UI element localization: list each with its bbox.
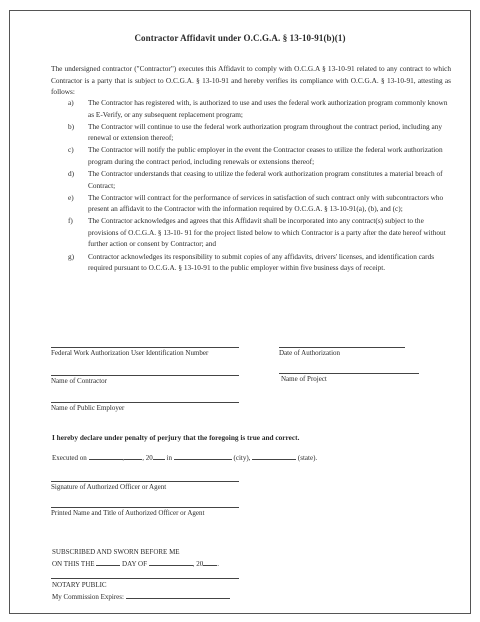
contractor-name-label: Name of Contractor — [51, 377, 107, 385]
notary-signature-line[interactable] — [51, 578, 239, 579]
attestation-item — [68, 168, 448, 191]
perjury-declaration: I hereby declare under penalty of perjury that the foregoing is true and correct. — [52, 433, 300, 442]
project-name-line[interactable] — [279, 373, 419, 374]
sworn-block — [52, 548, 219, 569]
employer-name-label: Name of Public Employer — [51, 404, 125, 412]
contractor-name-line[interactable] — [51, 375, 239, 376]
executed-city-blank[interactable] — [174, 452, 232, 460]
executed-comma: , — [122, 454, 125, 462]
item-letter: e) — [68, 192, 74, 202]
item-letter: f) — [68, 216, 73, 226]
attestation-item — [68, 215, 448, 250]
item-text: The Contractor acknowledges and agrees that this Affidavit shall be incorporated into any contract(s) subject to the provisions of O.C.G.A. § 13-10- 91 for the project listed below to which Contractor is a party after the date hereof without further action or consent by Contractor; and — [88, 216, 446, 249]
commission-expires-label: My Commission Expires: — [52, 592, 124, 601]
attestation-item — [68, 192, 448, 215]
document-title: Contractor Affidavit under O.C.G.A. § 13-10-91(b)(1) — [134, 33, 346, 43]
user-id-line[interactable] — [51, 347, 239, 348]
executed-prefix: Executed on — [52, 454, 87, 462]
printed-name-line[interactable] — [51, 507, 239, 508]
executed-state-label: (state). — [297, 454, 318, 462]
sworn-on-this: ON THIS THE — [52, 559, 95, 568]
attestation-list — [68, 97, 448, 274]
sworn-year-blank[interactable] — [203, 558, 217, 566]
executed-day-blank[interactable] — [124, 452, 142, 460]
executed-year-blank[interactable] — [153, 452, 165, 460]
project-name-label: Name of Project — [281, 375, 327, 383]
sworn-day-of: DAY OF — [122, 559, 147, 568]
commission-expires-line — [52, 591, 230, 603]
attestation-item — [68, 121, 448, 144]
sworn-heading: SUBSCRIBED AND SWORN BEFORE ME — [52, 548, 180, 556]
item-text: The Contractor has registered with, is authorized to use and uses the federal work authorization program commonly known as E-Verify, or any subsequent replacement program; — [88, 98, 448, 119]
executed-line — [52, 452, 317, 462]
sworn-period: . — [217, 559, 219, 568]
sworn-year-prefix: , 20 — [192, 559, 204, 568]
date-auth-label: Date of Authorization — [279, 349, 341, 357]
signature-line[interactable] — [51, 481, 239, 482]
user-id-label: Federal Work Authorization User Identification Number — [51, 349, 209, 357]
executed-month-blank[interactable] — [89, 452, 123, 460]
sworn-date-line — [52, 558, 219, 570]
executed-in: in — [166, 454, 172, 462]
commission-expires-blank[interactable] — [126, 591, 230, 599]
item-letter: d) — [68, 169, 75, 179]
item-text: The Contractor understands that ceasing to utilize the federal work authorization program constitutes a material breach of Contract; — [88, 169, 443, 190]
item-text: The Contractor will contract for the performance of services in satisfaction of such contract only with subcontractors who present an affidavit to the Contractor with the information required by O.C.G.A. § 13-10-91(a), (b), and (c); — [88, 192, 444, 214]
sworn-month-blank[interactable] — [149, 558, 193, 566]
date-auth-line[interactable] — [279, 347, 405, 348]
executed-state-blank[interactable] — [252, 452, 296, 460]
item-text: The Contractor will notify the public employer in the event the Contractor ceases to utilize the federal work authorization program during the contract period, including renewals or extensions thereof; — [88, 145, 443, 166]
affidavit-page — [9, 10, 471, 614]
attestation-item — [68, 97, 448, 120]
item-text: Contractor acknowledges its responsibility to submit copies of any affidavits, drivers' licenses, and identification cards required pursuant to O.C.G.A. § 13-10-91 to the public employer within five business days of receipt. — [88, 251, 435, 273]
executed-year-prefix: , 20 — [142, 454, 153, 462]
attestation-item — [68, 251, 448, 274]
item-text: The Contractor will continue to use the federal work authorization program throughout the contract period, including any renewal or extension thereof; — [88, 121, 442, 143]
executed-city-label: (city), — [233, 454, 251, 462]
printed-name-label: Printed Name and Title of Authorized Officer or Agent — [51, 509, 205, 517]
item-letter: b) — [68, 121, 75, 131]
item-letter: c) — [68, 145, 74, 155]
notary-block — [52, 581, 230, 602]
notary-public-label: NOTARY PUBLIC — [52, 581, 107, 589]
signature-label: Signature of Authorized Officer or Agent — [51, 483, 167, 491]
intro-paragraph: The undersigned contractor ("Contractor") executes this Affidavit to comply with O.C.G.A § 13-10-91 related to any contract to which Contractor is a party that is subject to O.C.G.A. § 13-10-91 and hereby verifies its compliance with O.C.G.A. § 13-10-91, attesting as follows: — [51, 64, 451, 96]
item-letter: a) — [68, 98, 74, 107]
item-letter: g) — [68, 251, 75, 261]
attestation-item — [68, 144, 448, 167]
sworn-day-blank[interactable] — [96, 558, 120, 566]
employer-name-line[interactable] — [51, 402, 239, 403]
